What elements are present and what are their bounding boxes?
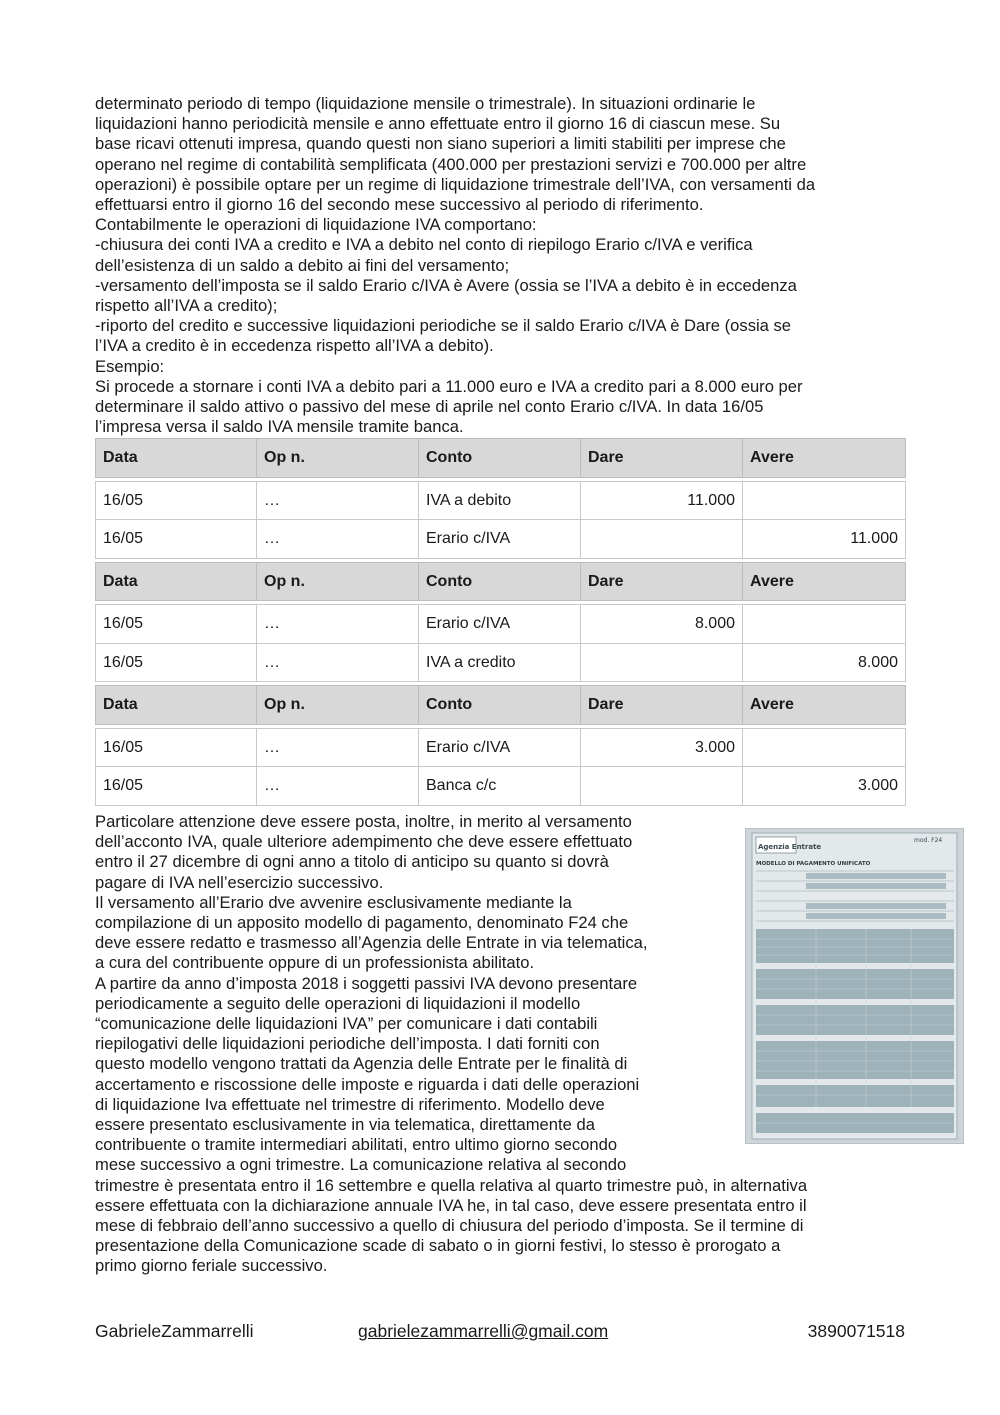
table-row bbox=[96, 520, 906, 559]
text-line: presentazione della Comunicazione scade di sabato o in giorni festivi, lo stesso è prorogato a bbox=[95, 1236, 781, 1256]
text-line: base ricavi ottenuti impresa, quando questi non siano superiori a limiti stabiliti per imprese che bbox=[95, 134, 786, 154]
header-data: Data bbox=[96, 439, 257, 478]
text-line: effettuarsi entro il giorno 16 del secondo mese successivo al periodo di riferimento. bbox=[95, 195, 704, 215]
text-line: mese successivo a ogni trimestre. La comunicazione relativa al secondo bbox=[95, 1155, 627, 1175]
cell-avere bbox=[743, 728, 906, 767]
text-line: di liquidazione Iva effettuate nel trimestre di riferimento. Modello deve bbox=[95, 1094, 605, 1114]
text-line: “comunicazione delle liquidazioni IVA” per comunicare i dati contabili bbox=[95, 1013, 598, 1033]
text-line: -chiusura dei conti IVA a credito e IVA a debito nel conto di riepilogo Erario c/IVA e verifica bbox=[95, 235, 753, 255]
text-line: operazioni) è possibile optare per un regime di liquidazione trimestrale dell’IVA, con versamenti da bbox=[95, 174, 816, 194]
cell-dare: 3.000 bbox=[581, 728, 743, 767]
cell-avere bbox=[743, 605, 906, 644]
header-conto: Conto bbox=[419, 686, 581, 725]
text-line: liquidazioni hanno periodicità mensile e anno effettuate entro il giorno 16 di ciascun mese. Su bbox=[95, 114, 781, 134]
form-code: mod. F24 bbox=[914, 836, 943, 844]
text-line: Particolare attenzione deve essere posta, inoltre, in merito al versamento bbox=[95, 811, 632, 831]
table-header-row bbox=[96, 439, 906, 478]
text-line: -riporto del credito e successive liquidazioni periodiche se il saldo Erario c/IVA è Dare (ossia se bbox=[95, 316, 792, 336]
cell-avere bbox=[743, 481, 906, 520]
header-avere: Avere bbox=[743, 686, 906, 725]
cell-data: 16/05 bbox=[96, 728, 257, 767]
text-line: periodicamente a seguito delle operazioni di liquidazioni il modello bbox=[95, 993, 581, 1013]
text-line: trimestre è presentata entro il 16 settembre e quella relativa al quarto trimestre può, in alternativa bbox=[95, 1175, 808, 1195]
cell-data: 16/05 bbox=[96, 520, 257, 559]
text-line: -versamento dell’imposta se il saldo Erario c/IVA è Avere (ossia se l’IVA a debito è in eccedenza bbox=[95, 275, 797, 295]
table-header-row bbox=[96, 562, 906, 601]
text-line: Contabilmente le operazioni di liquidazione IVA comportano: bbox=[95, 215, 537, 235]
cell-dare: 11.000 bbox=[581, 481, 743, 520]
intro-paragraph bbox=[95, 94, 907, 437]
cell-data: 16/05 bbox=[96, 767, 257, 806]
text-line: riepilogativi delle liquidazioni periodiche dell’imposta. I dati forniti con bbox=[95, 1034, 600, 1054]
text-line: A partire da anno d’imposta 2018 i soggetti passivi IVA devono presentare bbox=[95, 973, 638, 993]
cell-conto: IVA a credito bbox=[419, 643, 581, 682]
header-conto: Conto bbox=[419, 439, 581, 478]
cell-op: … bbox=[257, 605, 419, 644]
text-line: l’impresa versa il saldo IVA mensile tramite banca. bbox=[95, 417, 464, 437]
text-line: determinare il saldo attivo o passivo del mese di aprile nel conto Erario c/IVA. In data 16/05 bbox=[95, 397, 764, 417]
cell-op: … bbox=[257, 728, 419, 767]
text-line: contribuente o tramite intermediari abilitati, entro ultimo giorno secondo bbox=[95, 1135, 618, 1155]
page-content bbox=[95, 94, 943, 1277]
cell-data: 16/05 bbox=[96, 605, 257, 644]
table-row bbox=[96, 767, 906, 806]
header-dare: Dare bbox=[581, 439, 743, 478]
author-phone: 3890071518 bbox=[807, 1321, 905, 1341]
text-line: Si procede a stornare i conti IVA a debito pari a 11.000 euro e IVA a credito pari a 8.000 euro per bbox=[95, 376, 803, 396]
cell-conto: Banca c/c bbox=[419, 767, 581, 806]
header-avere: Avere bbox=[743, 439, 906, 478]
wide-paragraph bbox=[95, 1176, 907, 1277]
text-line: dell’acconto IVA, quale ulteriore adempimento che deve essere effettuato bbox=[95, 832, 633, 852]
cell-conto: IVA a debito bbox=[419, 481, 581, 520]
cell-conto: Erario c/IVA bbox=[419, 728, 581, 767]
text-line: deve essere redatto e trasmesso all’Agenzia delle Entrate in via telematica, bbox=[95, 933, 648, 953]
text-line: essere presentato esclusivamente in via telematica, direttamente da bbox=[95, 1115, 595, 1134]
text-line: dell’esistenza di un saldo a debito ai fini del versamento; bbox=[95, 255, 510, 275]
cell-conto: Erario c/IVA bbox=[419, 520, 581, 559]
author-email-link[interactable]: gabrielezammarrelli@gmail.com bbox=[358, 1321, 609, 1341]
narrow-paragraph bbox=[95, 812, 715, 1176]
table-row bbox=[96, 643, 906, 682]
text-line: Esempio: bbox=[95, 356, 165, 376]
text-line: Il versamento all’Erario dve avvenire esclusivamente mediante la bbox=[95, 892, 572, 912]
cell-avere: 11.000 bbox=[743, 520, 906, 559]
text-line: operano nel regime di contabilità semplificata (400.000 per prestazioni servizi e 700.000 per altre bbox=[95, 154, 807, 174]
cell-dare bbox=[581, 520, 743, 559]
header-dare: Dare bbox=[581, 686, 743, 725]
text-line: primo giorno feriale successivo. bbox=[95, 1256, 328, 1276]
header-op: Op n. bbox=[257, 686, 419, 725]
f24-form-image bbox=[745, 828, 964, 1144]
text-line: essere effettuata con la dichiarazione annuale IVA he, in tal caso, deve essere presentata entro il bbox=[95, 1195, 807, 1215]
text-line: determinato periodo di tempo (liquidazione mensile o trimestrale). In situazioni ordinarie le bbox=[95, 94, 756, 113]
header-op: Op n. bbox=[257, 562, 419, 601]
journal-table bbox=[95, 438, 906, 806]
text-line: mese di febbraio dell’anno successivo a quello di chiusura del periodo d’imposta. Se il termine di bbox=[95, 1216, 804, 1236]
cell-dare bbox=[581, 643, 743, 682]
cell-op: … bbox=[257, 643, 419, 682]
cell-data: 16/05 bbox=[96, 481, 257, 520]
text-line: a cura del contribuente oppure di un professionista abilitato. bbox=[95, 953, 535, 973]
header-data: Data bbox=[96, 562, 257, 601]
cell-avere: 3.000 bbox=[743, 767, 906, 806]
form-logo: Agenzia Entrate bbox=[758, 842, 822, 851]
cell-data: 16/05 bbox=[96, 643, 257, 682]
text-line: entro il 27 dicembre di ogni anno a titolo di anticipo su quanto si dovrà bbox=[95, 852, 609, 872]
header-dare: Dare bbox=[581, 562, 743, 601]
text-line: rispetto all’IVA a credito); bbox=[95, 296, 278, 316]
cell-op: … bbox=[257, 481, 419, 520]
form-title: MODELLO DI PAGAMENTO UNIFICATO bbox=[756, 860, 871, 867]
text-line: questo modello vengono trattati da Agenzia delle Entrate per le finalità di bbox=[95, 1054, 628, 1074]
cell-avere: 8.000 bbox=[743, 643, 906, 682]
header-op: Op n. bbox=[257, 439, 419, 478]
header-conto: Conto bbox=[419, 562, 581, 601]
cell-op: … bbox=[257, 520, 419, 559]
text-line: l’IVA a credito è in eccedenza rispetto all’IVA a debito). bbox=[95, 336, 494, 356]
lower-section bbox=[95, 811, 943, 1277]
header-avere: Avere bbox=[743, 562, 906, 601]
header-data: Data bbox=[96, 686, 257, 725]
table-row bbox=[96, 481, 906, 520]
text-line: pagare di IVA nell’esercizio successivo. bbox=[95, 872, 384, 892]
table-row bbox=[96, 605, 906, 644]
table-header-row bbox=[96, 686, 906, 725]
cell-conto: Erario c/IVA bbox=[419, 605, 581, 644]
cell-op: … bbox=[257, 767, 419, 806]
cell-dare: 8.000 bbox=[581, 605, 743, 644]
cell-dare bbox=[581, 767, 743, 806]
f24-form-illustration bbox=[746, 829, 964, 1144]
text-line: accertamento e riscossione delle imposte e riguarda i dati delle operazioni bbox=[95, 1074, 640, 1094]
table-row bbox=[96, 728, 906, 767]
author-name: GabrieleZammarrelli bbox=[95, 1321, 254, 1341]
text-line: compilazione di un apposito modello di pagamento, denominato F24 che bbox=[95, 912, 629, 932]
